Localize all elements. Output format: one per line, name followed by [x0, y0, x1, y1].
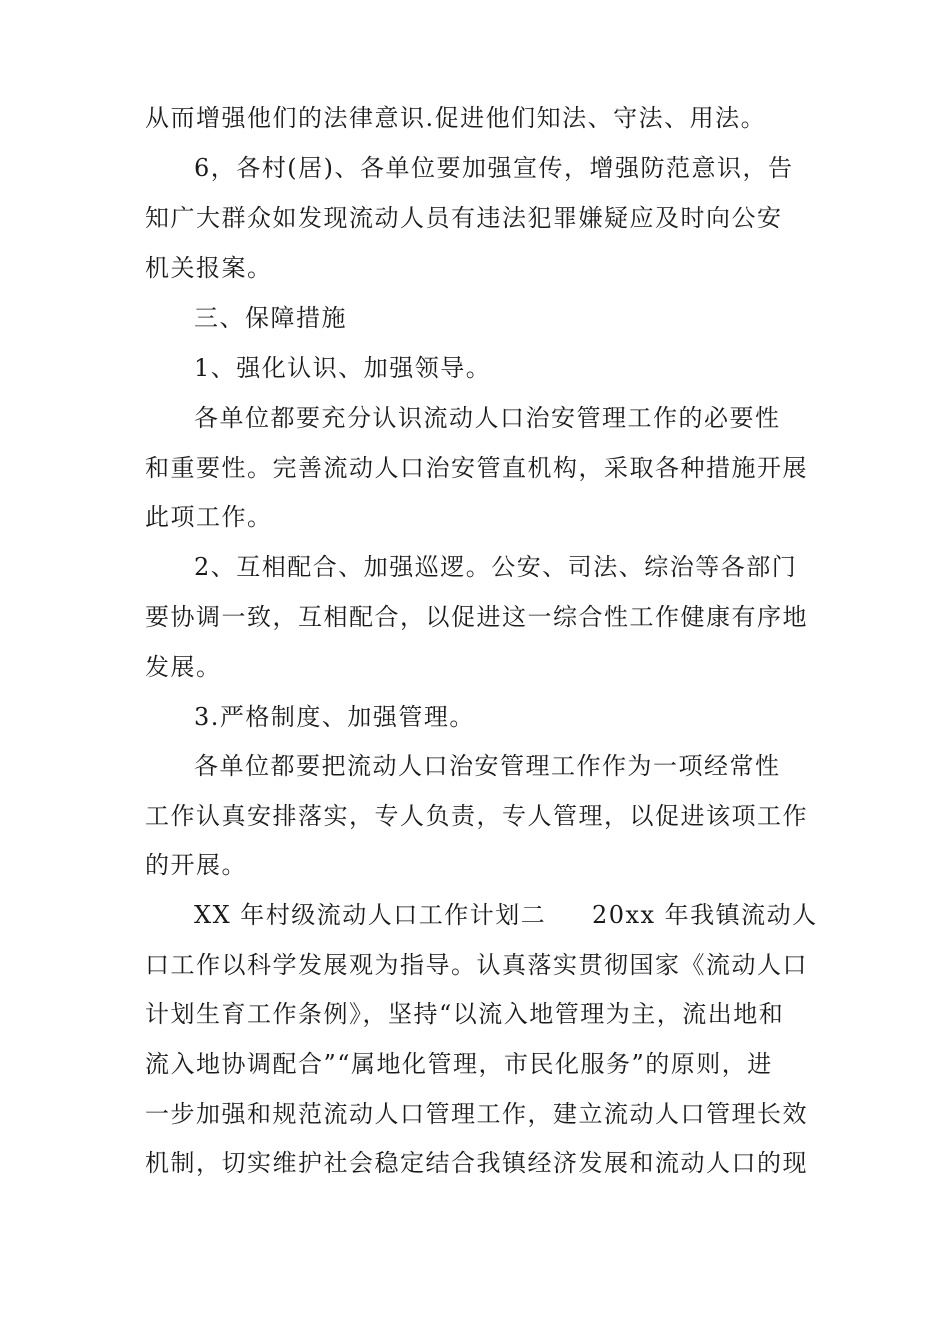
text-line-1: 从而增强他们的法律意识.促进他们知法、守法、用法。	[145, 104, 767, 132]
text-line-22: 机制，切实维护社会稳定结合我镇经济发展和流动人口的现	[145, 1149, 808, 1177]
text-line-11: 要协调一致，互相配合，以促进这一综合性工作健康有序地	[145, 603, 808, 631]
text-line-21: 一步加强和规范流动人口管理工作，建立流动人口管理长效	[145, 1100, 808, 1128]
text-line-12: 发展。	[145, 653, 222, 681]
text-line-18: 口工作以科学发展观为指导。认真落实贯彻国家《流动人口	[145, 951, 808, 979]
text-line-13: 3.严格制度、加强管理。	[194, 703, 475, 731]
text-line-4: 机关报案。	[145, 254, 273, 282]
text-line-14: 各单位都要把流动人口治安管理工作作为一项经常性	[194, 752, 781, 780]
text-line-16: 的开展。	[145, 851, 247, 879]
text-line-2: 6，各村(居)、各单位要加强宣传，增强防范意识，告	[194, 154, 794, 182]
text-line-8: 和重要性。完善流动人口治安管直机构，采取各种措施开展	[145, 454, 808, 482]
text-line-6: 1、强化认识、加强领导。	[194, 354, 492, 382]
text-line-19: 计划生育工作条例》，坚持“以流入地管理为主，流出地和	[145, 1000, 785, 1028]
text-line-15: 工作认真安排落实，专人负责，专人管理，以促进该项工作	[145, 802, 808, 830]
text-line-10: 2、互相配合、加强巡逻。公安、司法、综治等各部门	[194, 553, 798, 581]
text-line-7: 各单位都要充分认识流动人口治安管理工作的必要性	[194, 404, 781, 432]
text-line-3: 知广大群众如发现流动人员有违法犯罪嫌疑应及时向公安	[145, 204, 783, 232]
text-line-9: 此项工作。	[145, 503, 273, 531]
text-line-20: 流入地协调配合”“属地化管理，市民化服务”的原则，进	[145, 1050, 773, 1078]
text-line-17: XX 年村级流动人口工作计划二 20xx 年我镇流动人	[194, 901, 818, 929]
section-heading: 三、保障措施	[194, 304, 347, 332]
